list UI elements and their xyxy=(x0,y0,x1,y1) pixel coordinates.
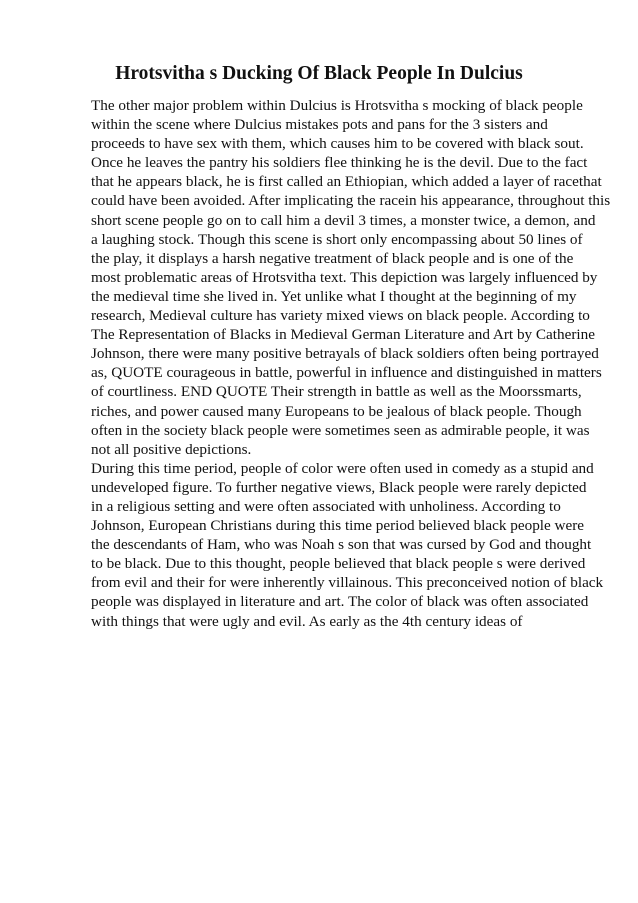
body-line: the medieval time she lived in. Yet unlike what I thought at the beginning of my xyxy=(91,287,577,305)
body-line: most problematic areas of Hrotsvitha text. This depiction was largely influenced by xyxy=(91,268,598,286)
body-line: people was displayed in literature and art. The color of black was often associated xyxy=(91,593,589,611)
body-line: with things that were ugly and evil. As early as the 4th century ideas of xyxy=(91,612,523,630)
document-body xyxy=(91,96,611,631)
document-title: Hrotsvitha s Ducking Of Black People In Dulcius xyxy=(115,63,523,84)
body-line: could have been avoided. After implicating the racein his appearance, throughout this xyxy=(91,192,611,210)
body-line: the descendants of Ham, who was Noah s son that was cursed by God and thought xyxy=(91,536,592,554)
body-line: undeveloped figure. To further negative views, Black people were rarely depicted xyxy=(91,478,587,496)
body-line: in a religious setting and were often associated with unholiness. According to xyxy=(91,497,561,515)
body-line: During this time period, people of color were often used in comedy as a stupid and xyxy=(91,459,594,477)
body-line: a laughing stock. Though this scene is short only encompassing about 50 lines of xyxy=(91,230,583,248)
body-line: as, QUOTE courageous in battle, powerful in influence and distinguished in matters xyxy=(91,364,602,382)
body-line: The other major problem within Dulcius is Hrotsvitha s mocking of black people xyxy=(91,97,583,114)
body-line: Johnson, European Christians during this time period believed black people were xyxy=(91,517,585,535)
body-line: riches, and power caused many Europeans to be jealous of black people. Though xyxy=(91,402,582,420)
body-line: within the scene where Dulcius mistakes pots and pans for the 3 sisters and xyxy=(91,116,548,134)
body-line: The Representation of Blacks in Medieval German Literature and Art by Catherine xyxy=(91,326,595,344)
body-line: not all positive depictions. xyxy=(91,440,252,458)
body-line: often in the society black people were sometimes seen as admirable people, it was xyxy=(91,421,590,439)
body-line: the play, it displays a harsh negative treatment of black people and is one of the xyxy=(91,249,574,267)
body-line: proceeds to have sex with them, which causes him to be covered with black sout. xyxy=(91,135,584,153)
body-line: Once he leaves the pantry his soldiers flee thinking he is the devil. Due to the fact xyxy=(91,154,588,172)
body-line: from evil and their for were inherently villainous. This preconceived notion of black xyxy=(91,574,604,592)
body-line: Johnson, there were many positive betrayals of black soldiers often being portrayed xyxy=(91,345,599,363)
body-line: to be black. Due to this thought, people believed that black people s were derived xyxy=(91,555,586,573)
body-line: of courtliness. END QUOTE Their strength in battle as well as the Moorssmarts, xyxy=(91,383,582,401)
body-line: research, Medieval culture has variety mixed views on black people. According to xyxy=(91,307,590,325)
body-line: short scene people go on to call him a devil 3 times, a monster twice, a demon, and xyxy=(91,211,596,229)
body-line: that he appears black, he is first called an Ethiopian, which added a layer of racethat xyxy=(91,173,602,191)
